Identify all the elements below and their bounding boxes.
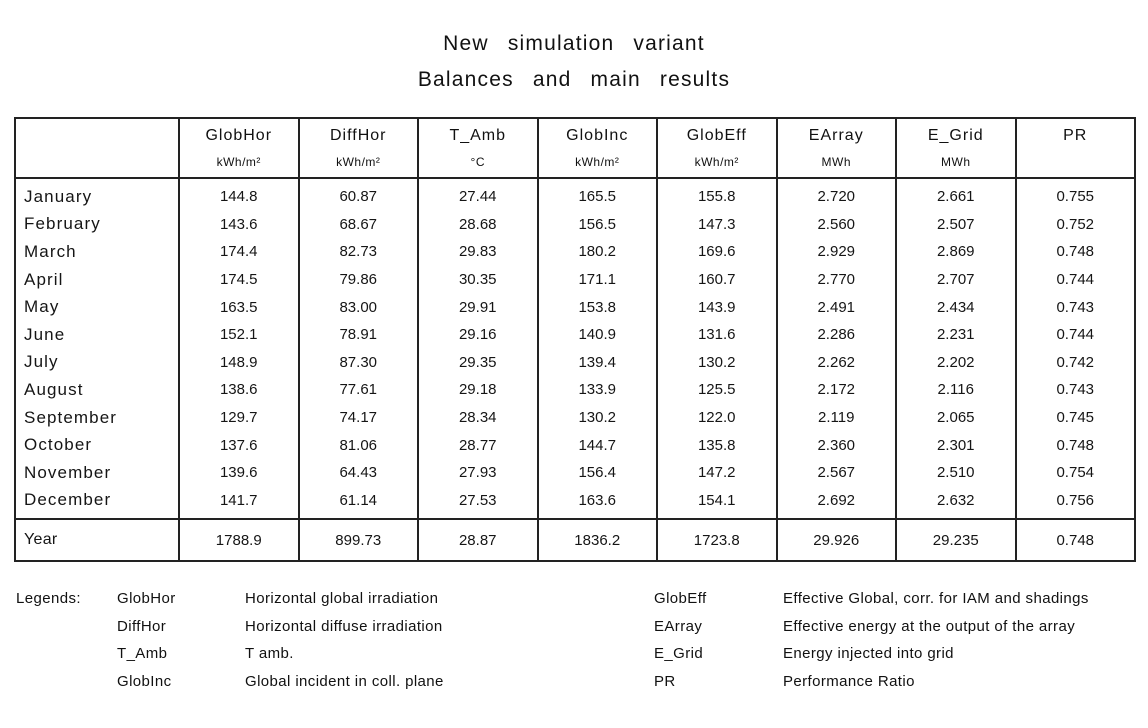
cell-t-amb: 27.93 <box>418 459 538 487</box>
row-label: Year <box>15 519 179 561</box>
cell-earray: 2.172 <box>777 376 897 404</box>
cell-globinc: 171.1 <box>538 266 658 294</box>
legend-desc: Global incident in coll. plane <box>245 673 444 690</box>
cell-globhor: 152.1 <box>179 321 299 349</box>
cell-globinc: 130.2 <box>538 404 658 432</box>
cell-pr: 0.745 <box>1016 404 1136 432</box>
cell-earray: 29.926 <box>777 519 897 561</box>
cell-diffhor: 68.67 <box>299 211 419 239</box>
column-name: E_Grid <box>927 127 984 144</box>
row-label: September <box>24 407 118 427</box>
header-e-grid <box>896 118 1016 178</box>
cell-pr: 0.754 <box>1016 459 1136 487</box>
cell-globeff: 122.0 <box>657 404 777 432</box>
cell-globeff: 125.5 <box>657 376 777 404</box>
cell-globinc: 140.9 <box>538 321 658 349</box>
cell-globhor: 1788.9 <box>179 519 299 561</box>
page-subtitle: Balances and main results <box>417 68 731 91</box>
header-corner-cell <box>15 118 179 178</box>
row-label: December <box>24 490 112 510</box>
row-label: February <box>24 214 101 234</box>
report-header <box>0 26 1148 98</box>
year-row <box>15 519 1135 561</box>
cell-globeff: 154.1 <box>657 487 777 520</box>
cell-earray: 2.770 <box>777 266 897 294</box>
cell-pr: 0.752 <box>1016 211 1136 239</box>
cell-globeff: 131.6 <box>657 321 777 349</box>
row-label: May <box>24 297 60 317</box>
cell-diffhor: 78.91 <box>299 321 419 349</box>
cell-e-grid: 2.301 <box>896 431 1016 459</box>
cell-globinc: 139.4 <box>538 349 658 377</box>
column-name: DiffHor <box>330 127 387 144</box>
cell-globeff: 135.8 <box>657 431 777 459</box>
table-row <box>15 376 1135 404</box>
legend-desc: Effective Global, corr. for IAM and shadings <box>783 590 1089 607</box>
cell-pr: 0.743 <box>1016 376 1136 404</box>
legend-title: Legends: <box>16 590 81 607</box>
cell-diffhor: 77.61 <box>299 376 419 404</box>
legend-desc: Energy injected into grid <box>783 645 954 662</box>
cell-globhor: 148.9 <box>179 349 299 377</box>
row-label: March <box>24 241 77 261</box>
table-row <box>15 178 1135 211</box>
row-label: April <box>24 269 64 289</box>
header-diffhor <box>299 118 419 178</box>
cell-globinc: 133.9 <box>538 376 658 404</box>
legend-desc: T amb. <box>245 645 294 662</box>
cell-globeff: 1723.8 <box>657 519 777 561</box>
row-label: July <box>24 352 59 372</box>
cell-e-grid: 2.065 <box>896 404 1016 432</box>
header-pr <box>1016 118 1136 178</box>
legend-code: DiffHor <box>117 618 167 635</box>
legend-code: T_Amb <box>117 645 168 662</box>
column-unit: kWh/m² <box>694 155 739 169</box>
cell-diffhor: 60.87 <box>299 178 419 211</box>
legend-desc: Performance Ratio <box>783 673 915 690</box>
year-total <box>15 519 1135 561</box>
row-label: November <box>24 462 112 482</box>
header-t-amb <box>418 118 538 178</box>
cell-pr: 0.748 <box>1016 431 1136 459</box>
cell-pr: 0.756 <box>1016 487 1136 520</box>
column-name: GlobEff <box>686 127 747 144</box>
table-row <box>15 431 1135 459</box>
column-name: T_Amb <box>449 127 507 144</box>
legend-desc: Effective energy at the output of the array <box>783 618 1076 635</box>
cell-globinc: 1836.2 <box>538 519 658 561</box>
cell-e-grid: 2.510 <box>896 459 1016 487</box>
row-label: June <box>24 324 66 344</box>
cell-globhor: 174.4 <box>179 238 299 266</box>
header-globeff <box>657 118 777 178</box>
cell-e-grid: 2.231 <box>896 321 1016 349</box>
cell-earray: 2.692 <box>777 487 897 520</box>
table-row <box>15 238 1135 266</box>
cell-globhor: 144.8 <box>179 178 299 211</box>
column-name: PR <box>1063 127 1088 144</box>
column-unit: MWh <box>821 155 851 169</box>
cell-globeff: 155.8 <box>657 178 777 211</box>
cell-diffhor: 81.06 <box>299 431 419 459</box>
cell-earray: 2.262 <box>777 349 897 377</box>
legend-code: EArray <box>654 618 703 635</box>
header-row <box>15 118 1135 178</box>
table-row <box>15 266 1135 294</box>
cell-t-amb: 28.34 <box>418 404 538 432</box>
cell-globeff: 143.9 <box>657 293 777 321</box>
cell-pr: 0.742 <box>1016 349 1136 377</box>
cell-earray: 2.560 <box>777 211 897 239</box>
table-row <box>15 487 1135 520</box>
cell-earray: 2.286 <box>777 321 897 349</box>
cell-globinc: 156.5 <box>538 211 658 239</box>
cell-globinc: 165.5 <box>538 178 658 211</box>
cell-diffhor: 64.43 <box>299 459 419 487</box>
cell-earray: 2.567 <box>777 459 897 487</box>
row-label: October <box>24 435 93 455</box>
cell-pr: 0.755 <box>1016 178 1136 211</box>
cell-t-amb: 29.91 <box>418 293 538 321</box>
cell-globinc: 156.4 <box>538 459 658 487</box>
cell-diffhor: 83.00 <box>299 293 419 321</box>
column-name: EArray <box>808 127 864 144</box>
cell-diffhor: 899.73 <box>299 519 419 561</box>
legend-code: GlobInc <box>117 673 172 690</box>
legend-code: PR <box>654 673 676 690</box>
cell-t-amb: 29.16 <box>418 321 538 349</box>
cell-globeff: 169.6 <box>657 238 777 266</box>
cell-globinc: 153.8 <box>538 293 658 321</box>
cell-earray: 2.929 <box>777 238 897 266</box>
cell-pr: 0.743 <box>1016 293 1136 321</box>
legend-desc: Horizontal diffuse irradiation <box>245 618 443 635</box>
cell-t-amb: 28.68 <box>418 211 538 239</box>
cell-globhor: 141.7 <box>179 487 299 520</box>
cell-globeff: 130.2 <box>657 349 777 377</box>
cell-globhor: 139.6 <box>179 459 299 487</box>
cell-earray: 2.119 <box>777 404 897 432</box>
cell-e-grid: 2.507 <box>896 211 1016 239</box>
table-row <box>15 293 1135 321</box>
table-row <box>15 459 1135 487</box>
cell-t-amb: 27.53 <box>418 487 538 520</box>
cell-globhor: 129.7 <box>179 404 299 432</box>
column-unit: kWh/m² <box>216 155 261 169</box>
cell-e-grid: 2.707 <box>896 266 1016 294</box>
column-unit: MWh <box>941 155 971 169</box>
cell-e-grid: 29.235 <box>896 519 1016 561</box>
table-row <box>15 404 1135 432</box>
cell-globhor: 138.6 <box>179 376 299 404</box>
cell-globhor: 143.6 <box>179 211 299 239</box>
header-globinc <box>538 118 658 178</box>
cell-globinc: 180.2 <box>538 238 658 266</box>
cell-diffhor: 61.14 <box>299 487 419 520</box>
legend-code: GlobHor <box>117 590 176 607</box>
cell-globeff: 160.7 <box>657 266 777 294</box>
cell-globeff: 147.2 <box>657 459 777 487</box>
cell-pr: 0.744 <box>1016 321 1136 349</box>
cell-t-amb: 28.87 <box>418 519 538 561</box>
cell-t-amb: 29.18 <box>418 376 538 404</box>
table-row <box>15 211 1135 239</box>
cell-globhor: 174.5 <box>179 266 299 294</box>
cell-t-amb: 28.77 <box>418 431 538 459</box>
legend-desc: Horizontal global irradiation <box>245 590 439 607</box>
legend-code: E_Grid <box>654 645 704 662</box>
cell-diffhor: 74.17 <box>299 404 419 432</box>
monthly-rows <box>15 178 1135 519</box>
header-earray <box>777 118 897 178</box>
cell-e-grid: 2.661 <box>896 178 1016 211</box>
cell-pr: 0.748 <box>1016 519 1136 561</box>
cell-globinc: 163.6 <box>538 487 658 520</box>
column-unit: kWh/m² <box>336 155 381 169</box>
cell-globeff: 147.3 <box>657 211 777 239</box>
page-title: New simulation variant <box>443 32 705 55</box>
cell-e-grid: 2.434 <box>896 293 1016 321</box>
cell-earray: 2.360 <box>777 431 897 459</box>
header-globhor <box>179 118 299 178</box>
legend-code: GlobEff <box>654 590 707 607</box>
cell-globhor: 137.6 <box>179 431 299 459</box>
column-unit: °C <box>470 155 485 169</box>
cell-globinc: 144.7 <box>538 431 658 459</box>
cell-globhor: 163.5 <box>179 293 299 321</box>
row-label: January <box>24 186 93 206</box>
cell-pr: 0.748 <box>1016 238 1136 266</box>
cell-earray: 2.491 <box>777 293 897 321</box>
cell-diffhor: 79.86 <box>299 266 419 294</box>
cell-e-grid: 2.869 <box>896 238 1016 266</box>
column-name: GlobHor <box>205 127 273 144</box>
column-name: GlobInc <box>566 127 629 144</box>
results-table <box>14 117 1136 562</box>
cell-pr: 0.744 <box>1016 266 1136 294</box>
cell-t-amb: 29.83 <box>418 238 538 266</box>
cell-t-amb: 29.35 <box>418 349 538 377</box>
cell-diffhor: 82.73 <box>299 238 419 266</box>
cell-t-amb: 27.44 <box>418 178 538 211</box>
row-label: August <box>24 379 84 399</box>
cell-e-grid: 2.202 <box>896 349 1016 377</box>
column-unit: kWh/m² <box>575 155 620 169</box>
cell-earray: 2.720 <box>777 178 897 211</box>
table-row <box>15 321 1135 349</box>
cell-e-grid: 2.116 <box>896 376 1016 404</box>
cell-t-amb: 30.35 <box>418 266 538 294</box>
table-row <box>15 349 1135 377</box>
cell-diffhor: 87.30 <box>299 349 419 377</box>
cell-e-grid: 2.632 <box>896 487 1016 520</box>
